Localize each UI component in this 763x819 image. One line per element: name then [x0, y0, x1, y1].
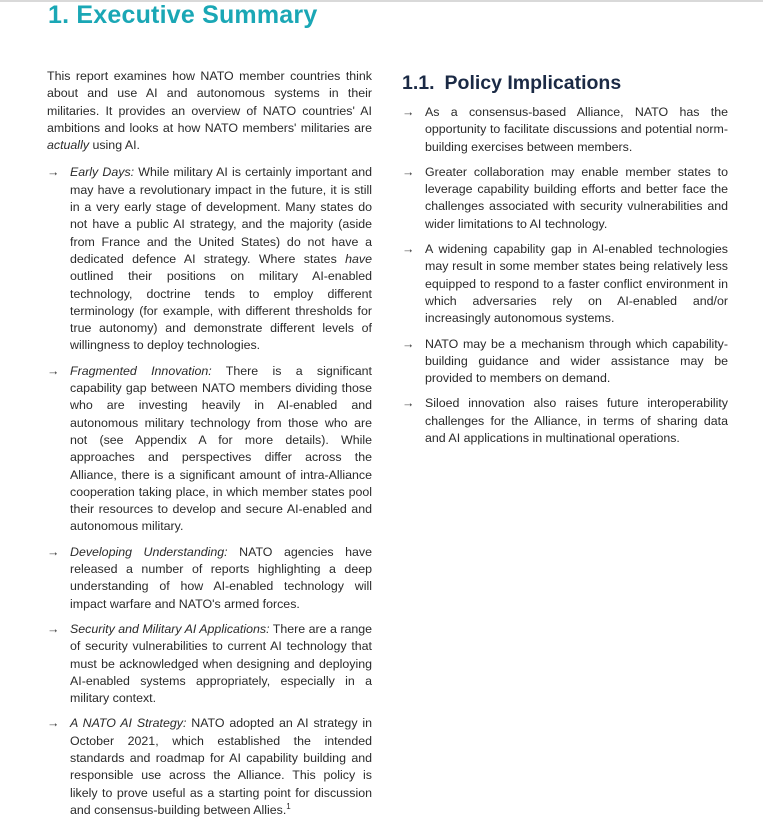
key-findings-list: [47, 164, 372, 819]
finding-text: outlined their positions on military AI-enabled technology, doctrine tends to employ different terminology (for example, with different thresholds for true autonomy) and demonstrate different levels of willingness to deploy technologies.: [70, 269, 372, 353]
finding-title: Security and Military AI Applications:: [70, 621, 270, 636]
arrow-right-icon: →: [402, 105, 415, 119]
finding-title: Early Days:: [70, 165, 135, 180]
policy-item: [402, 241, 728, 327]
arrow-right-icon: →: [402, 242, 415, 257]
intro-text-end: using AI.: [89, 138, 140, 153]
policy-item-text: Siloed innovation also raises future interoperability challenges for the Alliance, in terms of sharing data and AI applications in multinational operations.: [425, 396, 728, 446]
arrow-right-icon: →: [47, 621, 60, 636]
policy-implications-list: [402, 104, 728, 447]
policy-item-text: NATO may be a mechanism through which capability-building guidance and wider assistance may be provided to members on demand.: [425, 336, 728, 386]
section-heading: [402, 70, 728, 96]
policy-implications-column: [402, 70, 728, 447]
policy-item: [402, 336, 728, 388]
arrow-right-icon: →: [47, 716, 60, 731]
intro-emphasis: actually: [47, 138, 90, 153]
finding-security-applications: [47, 621, 372, 707]
policy-item: [402, 164, 728, 233]
policy-item-text: A widening capability gap in AI-enabled technologies may result in some member states being relatively less equipped to respond to a faster conflict environment in which adversaries rely on AI-enabled and/or increasingly autonomous systems.: [425, 242, 728, 326]
finding-text: NATO adopted an AI strategy in October 2021, which established the intended standards and roadmap for AI capability building and responsible use across the Alliance. This policy is likely to prove useful as a starting point for discussion and consensus-building between Allies.: [70, 716, 372, 817]
finding-title: Developing Understanding:: [70, 544, 228, 559]
finding-fragmented-innovation: [47, 363, 372, 536]
finding-text: There is a significant capability gap between NATO members dividing those who are investing heavily in AI-enabled and autonomous military technology from those who are not (see Appendix A for more details). While approaches and perspectives differ across the Alliance, there is a significant amount of intra-Alliance cooperation taking place, in which member states pool their resources to develop and secure AI-enabled and autonomous military.: [70, 363, 372, 534]
finding-text: NATO agencies have released a number of reports highlighting a deep understanding of how AI-enabled technology will impact warfare and NATO's armed forces.: [70, 544, 372, 611]
policy-item-text: As a consensus-based Alliance, NATO has the opportunity to facilitate discussions and potential norm-building exercises between members.: [425, 105, 728, 154]
footnote-marker[interactable]: 1: [286, 801, 291, 811]
arrow-right-icon: →: [47, 165, 60, 180]
finding-text: While military AI is certainly important and may have a revolutionary impact in the future, it is still in a very early stage of development. Many states do not have a public AI strategy, and the majority (aside from France and the United States) do not have a dedicated defence AI strategy. Where states: [70, 165, 372, 266]
arrow-right-icon: →: [402, 336, 415, 351]
page-title: 1. Executive Summary: [48, 1, 318, 29]
finding-title: Fragmented Innovation:: [70, 363, 212, 378]
policy-item-text: Greater collaboration may enable member states to leverage capability building efforts and better face the challenges associated with security vulnerabilities and wider limitations to AI technology.: [425, 164, 728, 231]
arrow-right-icon: →: [47, 544, 60, 559]
executive-summary-column: [47, 68, 372, 819]
policy-item: [402, 104, 728, 156]
arrow-right-icon: →: [47, 363, 60, 378]
finding-emphasis: have: [345, 251, 372, 266]
arrow-right-icon: →: [402, 164, 415, 179]
finding-title: A NATO AI Strategy:: [70, 716, 187, 731]
finding-nato-ai-strategy: [47, 715, 372, 819]
section-title: Policy Implications: [444, 72, 622, 94]
arrow-right-icon: →: [402, 396, 415, 411]
intro-text-start: This report examines how NATO member countries think about and use AI and autonomous systems in their militaries. It provides an overview of NATO countries' AI ambitions and looks at how NATO members' militaries are: [47, 69, 372, 135]
section-number: 1.1.: [402, 72, 435, 94]
policy-item: [402, 395, 728, 447]
finding-early-days: [47, 164, 372, 354]
finding-text: There are a range of security vulnerabilities to current AI technology that must be acknowledged when designing and deploying AI-enabled systems appropriately, especially in a military context.: [70, 621, 373, 706]
intro-paragraph: [47, 68, 372, 154]
finding-developing-understanding: [47, 544, 372, 613]
